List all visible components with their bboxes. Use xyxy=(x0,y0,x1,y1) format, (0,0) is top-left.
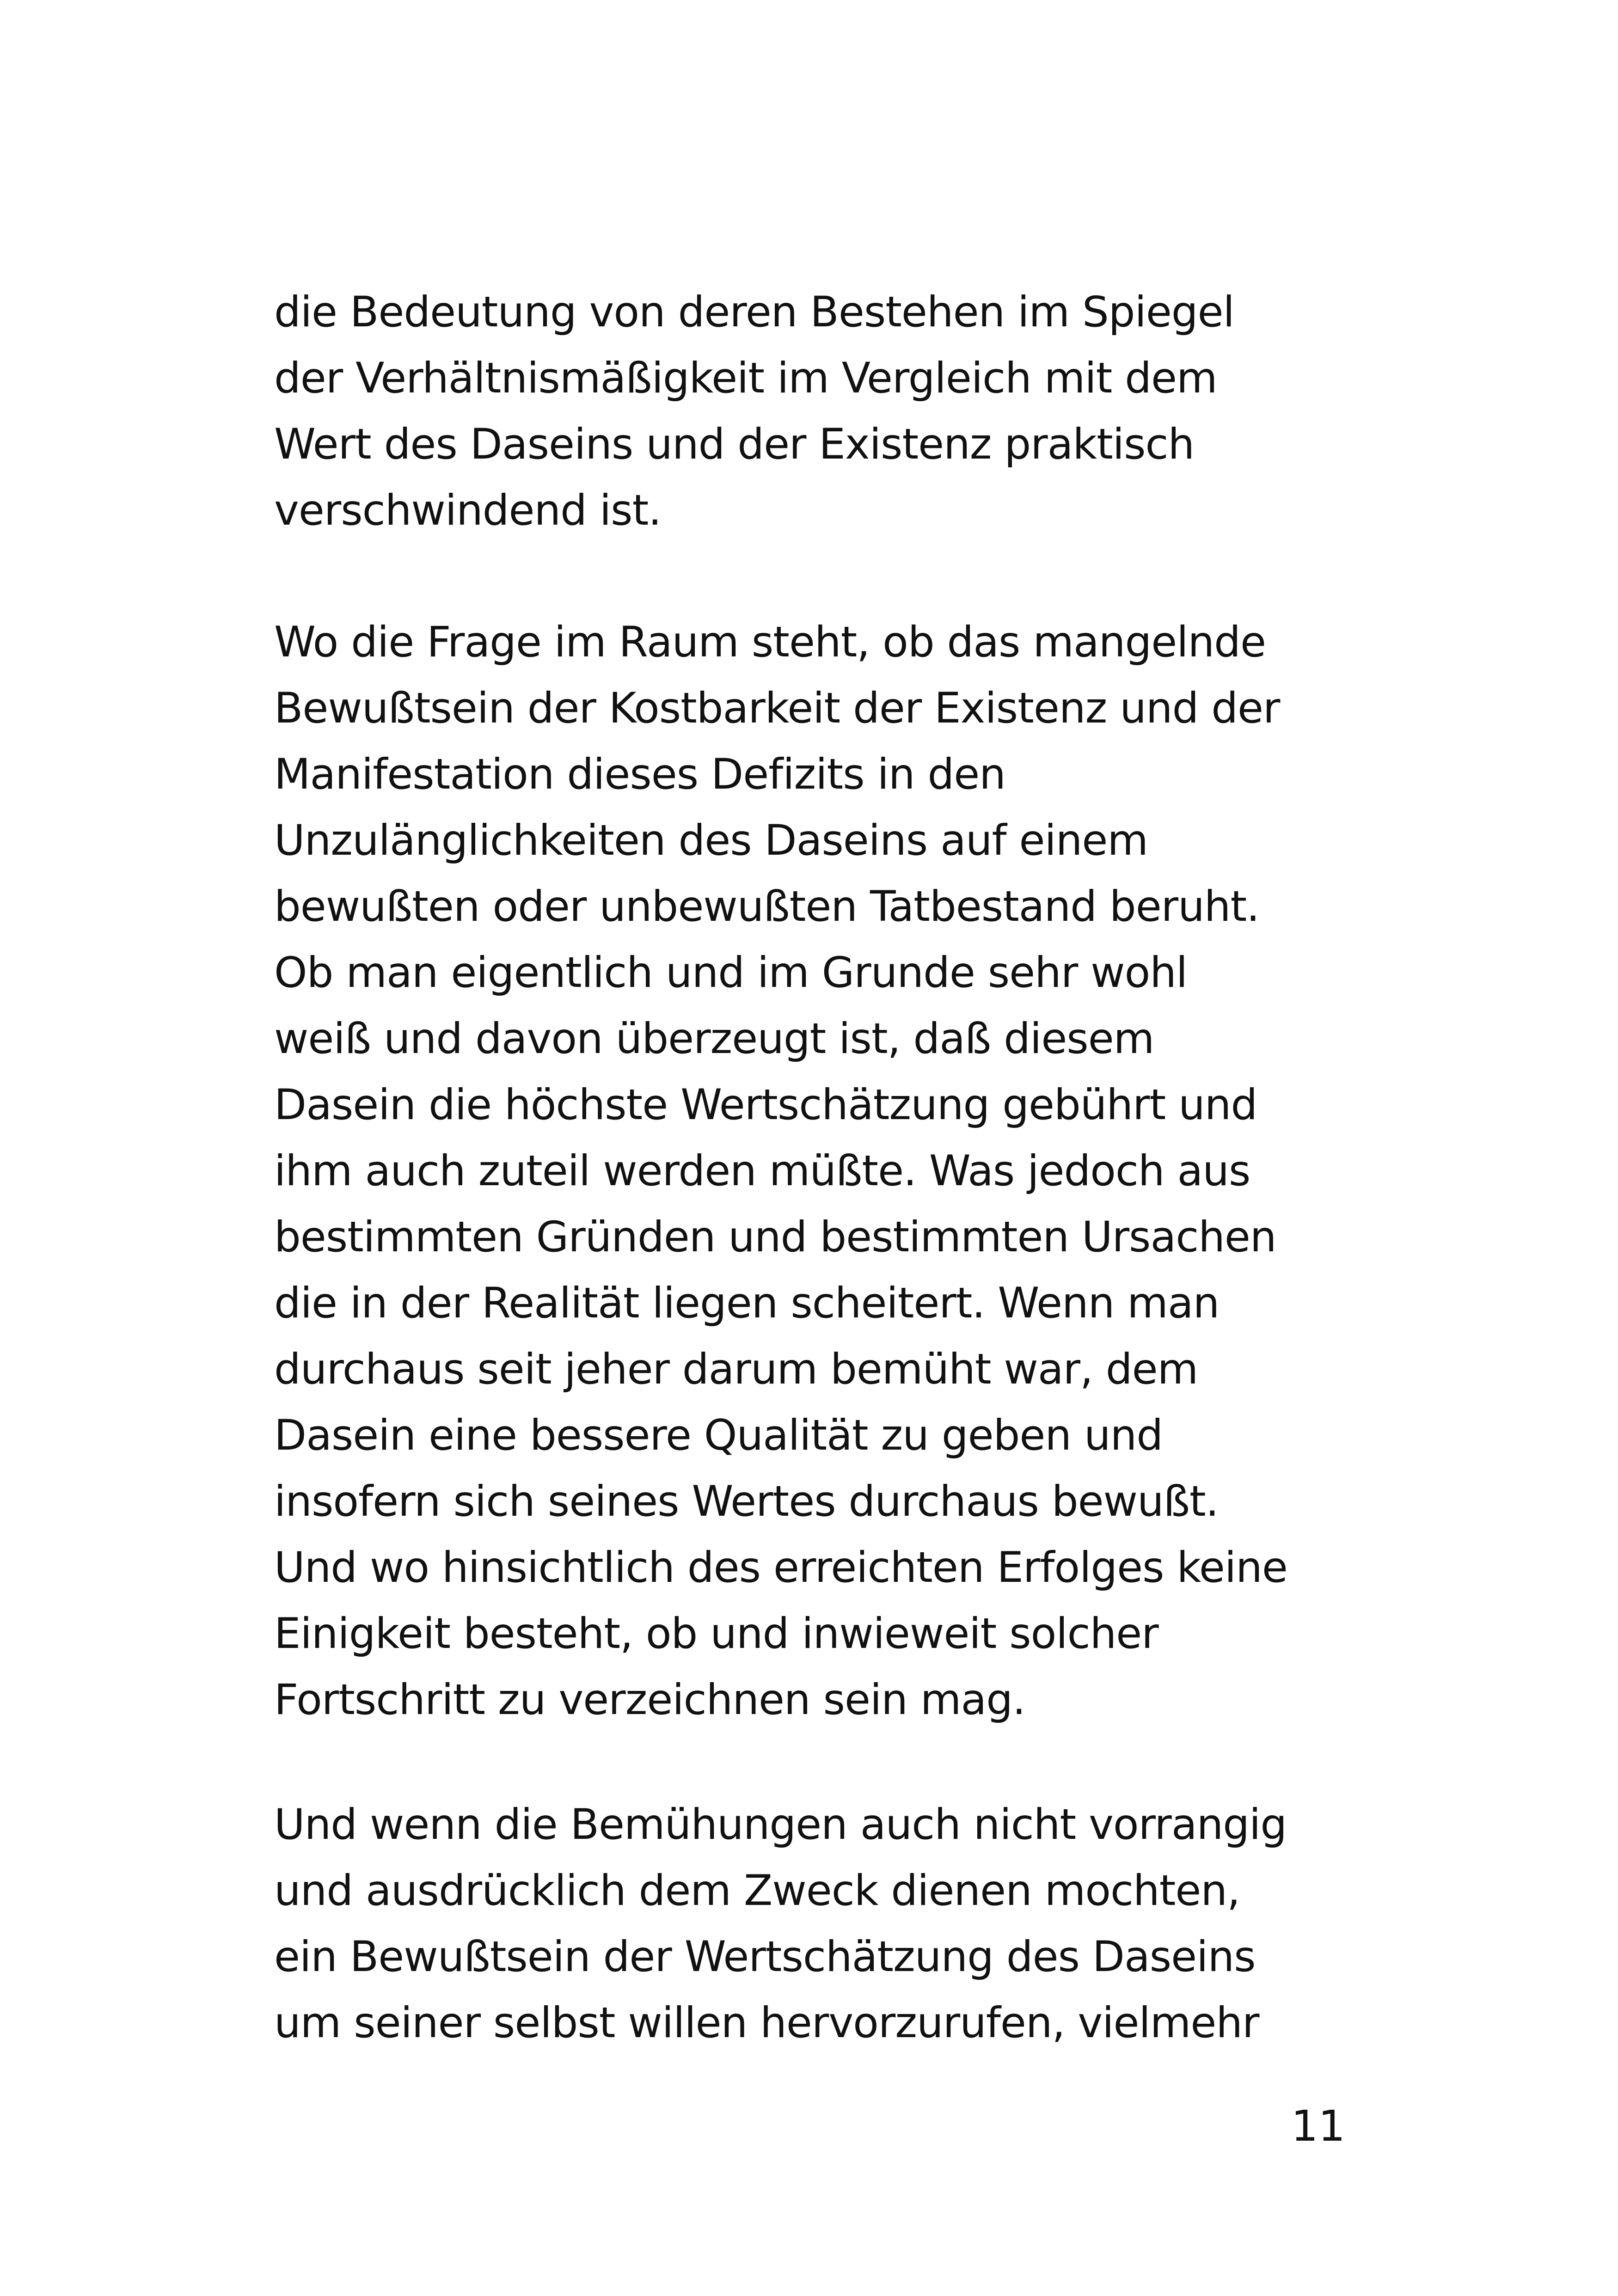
text-line: insofern sich seines Wertes durchaus bewußt. xyxy=(274,1477,1219,1526)
text-line: Und wo hinsichtlich des erreichten Erfolges keine xyxy=(274,1543,1287,1592)
text-line: Unzulänglichkeiten des Daseins auf einem xyxy=(274,816,1148,865)
text-line: durchaus seit jeher darum bemüht war, dem xyxy=(274,1345,1198,1394)
text-line: die in der Realität liegen scheitert. Wenn man xyxy=(274,1279,1220,1328)
paragraph-1 xyxy=(274,279,1370,544)
text-line: Wo die Frage im Raum steht, ob das mangelnde xyxy=(274,618,1266,667)
text-line: Bewußtsein der Kostbarkeit der Existenz und der xyxy=(274,684,1280,733)
text-line: Manifestation dieses Defizits in den xyxy=(274,750,1005,799)
text-line: Dasein die höchste Wertschätzung gebührt und xyxy=(274,1081,1257,1129)
text-line: die Bedeutung von deren Bestehen im Spiegel xyxy=(274,288,1234,337)
text-line: bewußten oder unbewußten Tatbestand beruht. xyxy=(274,882,1260,931)
paragraph-2 xyxy=(274,609,1370,1733)
text-line: der Verhältnismäßigkeit im Vergleich mit dem xyxy=(274,354,1217,403)
text-line: verschwindend ist. xyxy=(274,486,662,535)
text-line: Einigkeit besteht, ob und inwieweit solcher xyxy=(274,1610,1158,1658)
text-line: bestimmten Gründen und bestimmten Ursachen xyxy=(274,1213,1276,1261)
text-line: Dasein eine bessere Qualität zu geben und xyxy=(274,1411,1163,1460)
text-line: Ob man eigentlich und im Grunde sehr wohl xyxy=(274,949,1188,997)
text-line: und ausdrücklich dem Zweck dienen mochten, xyxy=(274,1867,1240,1915)
paragraph-3 xyxy=(274,1792,1370,2056)
text-line: Wert des Daseins und der Existenz praktisch xyxy=(274,420,1195,469)
page-number: 11 xyxy=(1291,2101,1345,2151)
text-line: um seiner selbst willen hervorzurufen, vielmehr xyxy=(274,1999,1259,2047)
text-line: Fortschritt zu verzeichnen sein mag. xyxy=(274,1676,1025,1724)
text-line: weiß und davon überzeugt ist, daß diesem xyxy=(274,1015,1154,1063)
text-line: ihm auch zuteil werden müßte. Was jedoch aus xyxy=(274,1147,1250,1195)
text-line: Und wenn die Bemühungen auch nicht vorrangig xyxy=(274,1800,1287,1849)
text-line: ein Bewußtsein der Wertschätzung des Daseins xyxy=(274,1933,1256,1981)
